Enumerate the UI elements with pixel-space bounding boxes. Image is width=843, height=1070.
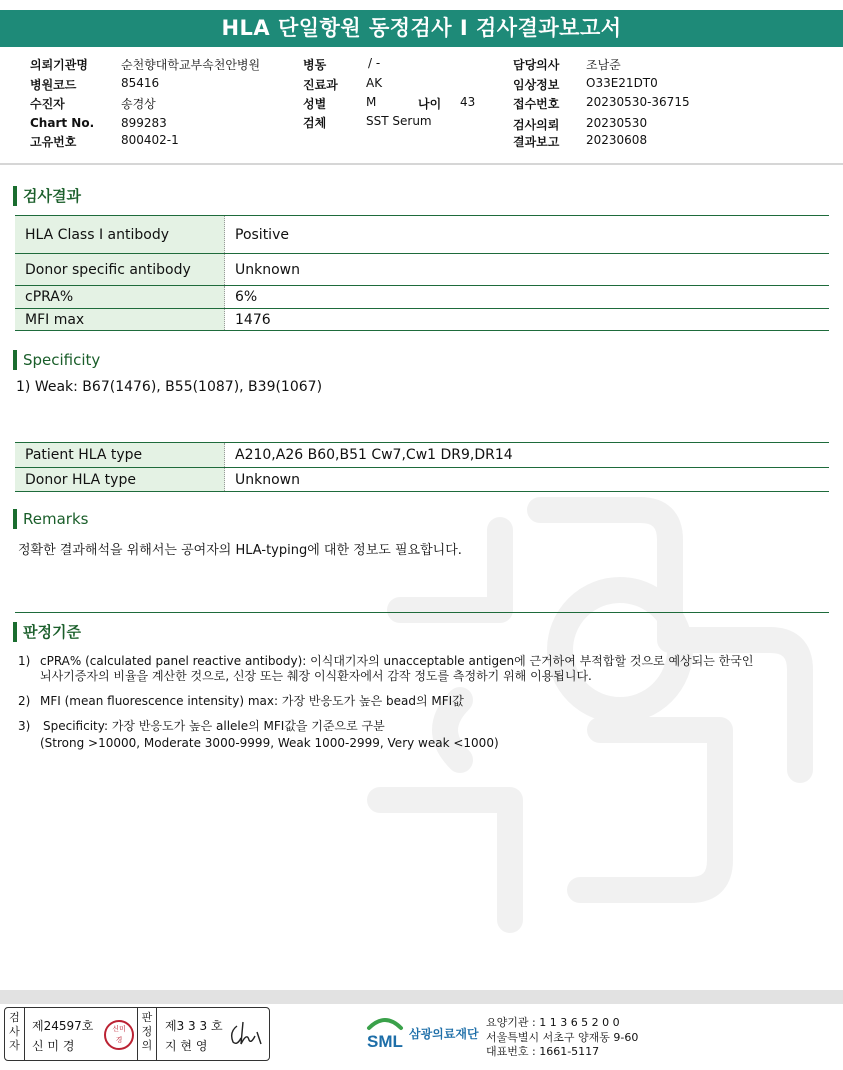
institution-info-line: 대표번호 : 1661-5117 <box>486 1045 600 1058</box>
label-department: 진료과 <box>303 78 338 92</box>
result-key: HLA Class I antibody <box>15 216 225 254</box>
criteria-num: 1) <box>18 654 31 668</box>
reviewer-license-no: 제3 3 3 호 <box>165 1019 223 1033</box>
value-request-date: 20230530 <box>586 116 648 130</box>
hla-type-table <box>15 442 829 492</box>
tester-label <box>5 1008 25 1060</box>
value-hospital-code: 85416 <box>121 76 160 90</box>
value-patient: 송경상 <box>121 97 156 111</box>
result-key: MFI max <box>15 309 225 331</box>
label-report-date: 결과보고 <box>513 135 560 149</box>
criteria-line: cPRA% (calculated panel reactive antibody): 이식대기자의 unacceptable antigen에 근거하여 부적합할 것으로 예상되는 한국인 <box>40 654 754 668</box>
label-doctor: 담당의사 <box>513 58 560 72</box>
table-row <box>15 443 829 468</box>
criteria-line: 뇌사기증자의 비율을 계산한 것으로, 신장 또는 췌장 이식환자에서 감작 정도를 측정하기 위해 이용됩니다. <box>40 669 592 683</box>
tester-license-no: 제24597호 <box>32 1019 94 1033</box>
sml-logo-icon <box>363 1014 407 1054</box>
lab-name: 삼광의료재단 <box>409 1027 479 1041</box>
value-doctor: 조남준 <box>586 58 621 72</box>
result-key: cPRA% <box>15 286 225 309</box>
criteria-num: 2) <box>18 694 31 708</box>
tester-label-text: 검사자 <box>9 1011 20 1052</box>
footer-band <box>0 990 843 1004</box>
result-value: 6% <box>225 286 830 309</box>
hla-value: Unknown <box>225 468 830 492</box>
remarks-text: 정확한 결과해석을 위해서는 공여자의 HLA-typing에 대한 정보도 필요합니다. <box>18 543 462 558</box>
label-patient: 수진자 <box>30 97 65 111</box>
tester-name: 신 미 경 <box>32 1039 75 1053</box>
reviewer-label-text: 판정의 <box>141 1011 153 1052</box>
reviewer-label <box>137 1008 157 1060</box>
value-department: AK <box>366 76 383 90</box>
results-section-title: 검사결과 <box>13 186 81 206</box>
specificity-section-title: Specificity <box>13 350 100 370</box>
signature-icon <box>227 1018 265 1050</box>
value-clinical-info: O33E21DT0 <box>586 76 658 90</box>
value-age: 43 <box>460 95 476 109</box>
reviewer-name: 지 현 영 <box>165 1039 208 1053</box>
label-ward: 병동 <box>303 58 327 72</box>
tester-seal-icon <box>104 1020 134 1050</box>
label-sex: 성별 <box>303 97 327 111</box>
table-row <box>15 254 829 286</box>
report-title: HLA 단일항원 동정검사 I 검사결과보고서 <box>0 10 843 47</box>
value-sex: M <box>366 95 377 109</box>
svg-text:SML: SML <box>367 1032 403 1051</box>
label-clinical-info: 임상정보 <box>513 78 560 92</box>
result-key: Donor specific antibody <box>15 254 225 286</box>
label-institution: 의뢰기관명 <box>30 58 88 72</box>
hla-key: Patient HLA type <box>15 443 225 468</box>
hla-value: A210,A26 B60,B51 Cw7,Cw1 DR9,DR14 <box>225 443 830 468</box>
table-row <box>15 309 829 331</box>
patient-header <box>0 52 843 160</box>
specificity-text: 1) Weak: B67(1476), B55(1087), B39(1067) <box>16 379 323 395</box>
criteria-line: Specificity: 가장 반응도가 높은 allele의 MFI값을 기준으로 구분 <box>43 719 385 733</box>
remarks-section-title: Remarks <box>13 509 88 529</box>
tester-seal-text: 신미경 <box>112 1025 126 1044</box>
result-value: Unknown <box>225 254 830 286</box>
label-age: 나이 <box>418 97 442 111</box>
hla-key: Donor HLA type <box>15 468 225 492</box>
criteria-line: MFI (mean fluorescence intensity) max: 가장 반응도가 높은 bead의 MFI값 <box>40 694 464 708</box>
header-divider <box>0 163 843 165</box>
label-unique-no: 고유번호 <box>30 135 77 149</box>
criteria-line: (Strong >10000, Moderate 3000-9999, Weak 1000-2999, Very weak <1000) <box>40 736 499 750</box>
institution-info-line: 요양기관 : 1 1 3 6 5 2 0 0 <box>486 1016 620 1029</box>
label-receipt-no: 접수번호 <box>513 97 560 111</box>
criteria-section-title: 판정기준 <box>13 622 81 642</box>
results-table <box>15 215 829 331</box>
value-specimen: SST Serum <box>366 114 432 128</box>
table-row <box>15 286 829 309</box>
value-unique-no: 800402-1 <box>121 133 179 147</box>
table-row <box>15 468 829 492</box>
label-hospital-code: 병원코드 <box>30 78 77 92</box>
result-value: Positive <box>225 216 830 254</box>
value-receipt-no: 20230530-36715 <box>586 95 690 109</box>
result-value: 1476 <box>225 309 830 331</box>
value-institution: 순천향대학교부속천안병원 <box>121 58 261 72</box>
label-chart-no: Chart No. <box>30 116 95 130</box>
signature-box <box>4 1007 270 1061</box>
value-report-date: 20230608 <box>586 133 648 147</box>
label-request-date: 검사의뢰 <box>513 118 560 132</box>
value-chart-no: 899283 <box>121 116 167 130</box>
criteria-num: 3) <box>18 719 31 733</box>
table-row <box>15 216 829 254</box>
value-ward: / - <box>368 56 381 70</box>
label-specimen: 검체 <box>303 116 327 130</box>
institution-info-line: 서울특별시 서초구 양재동 9-60 <box>486 1031 639 1044</box>
criteria-divider <box>15 612 829 613</box>
